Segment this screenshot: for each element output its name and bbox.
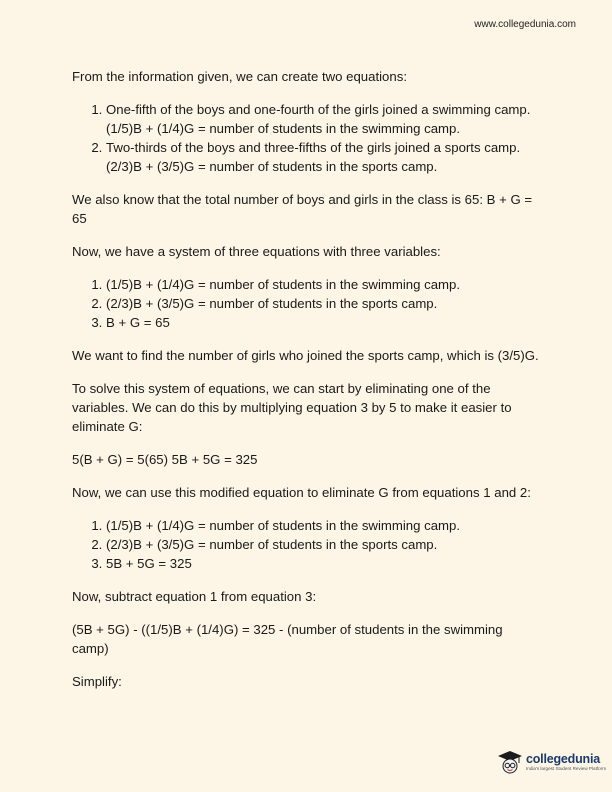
paragraph: (5B + 5G) - ((1/5)B + (1/4)G) = 325 - (number of students in the swimming camp) bbox=[72, 622, 503, 656]
graduate-mascot-icon bbox=[497, 749, 523, 775]
paragraph: We also know that the total number of boys and girls in the class is 65: B + G = 65 bbox=[72, 192, 533, 226]
list-item: 3. B + G = 65 bbox=[106, 313, 542, 332]
equations-list-2 bbox=[72, 275, 542, 332]
logo-name: collegedunia bbox=[526, 751, 601, 766]
equations-list-1 bbox=[72, 100, 542, 176]
equations-list-3 bbox=[72, 516, 542, 573]
list-item: 2. (2/3)B + (3/5)G = number of students in the sports camp. bbox=[106, 294, 542, 313]
list-item: 3. 5B + 5G = 325 bbox=[106, 554, 542, 573]
paragraph: Simplify: bbox=[72, 674, 122, 689]
paragraph: Now, we can use this modified equation to eliminate G from equations 1 and 2: bbox=[72, 485, 531, 500]
paragraph: To solve this system of equations, we can start by eliminating one of the variables. We can do this by multiplying equation 3 by 5 to make it easier to eliminate G: bbox=[72, 381, 512, 434]
paragraph: 5(B + G) = 5(65) 5B + 5G = 325 bbox=[72, 452, 258, 467]
paragraph: From the information given, we can create two equations: bbox=[72, 69, 407, 84]
document-body bbox=[72, 67, 542, 705]
list-item: 1. (1/5)B + (1/4)G = number of students in the swimming camp. bbox=[106, 516, 542, 535]
logo-tagline: India's largest Student Review Platform bbox=[526, 765, 607, 771]
list-item: 2. (2/3)B + (3/5)G = number of students in the sports camp. bbox=[106, 535, 542, 554]
paragraph: Now, subtract equation 1 from equation 3: bbox=[72, 589, 317, 604]
list-item: 1. (1/5)B + (1/4)G = number of students in the swimming camp. bbox=[106, 275, 542, 294]
list-item: 1. One-fifth of the boys and one-fourth of the girls joined a swimming camp. (1/5)B + (1/4)G = number of students in the swimming camp. bbox=[106, 100, 542, 138]
list-item: 2. Two-thirds of the boys and three-fifths of the girls joined a sports camp. (2/3)B + (3/5)G = number of students in the sports camp. bbox=[106, 138, 542, 176]
collegedunia-logo[interactable] bbox=[497, 749, 606, 775]
site-url[interactable]: www.collegedunia.com bbox=[474, 19, 576, 30]
paragraph: Now, we have a system of three equations with three variables: bbox=[72, 244, 441, 259]
paragraph: We want to find the number of girls who joined the sports camp, which is (3/5)G. bbox=[72, 348, 539, 363]
